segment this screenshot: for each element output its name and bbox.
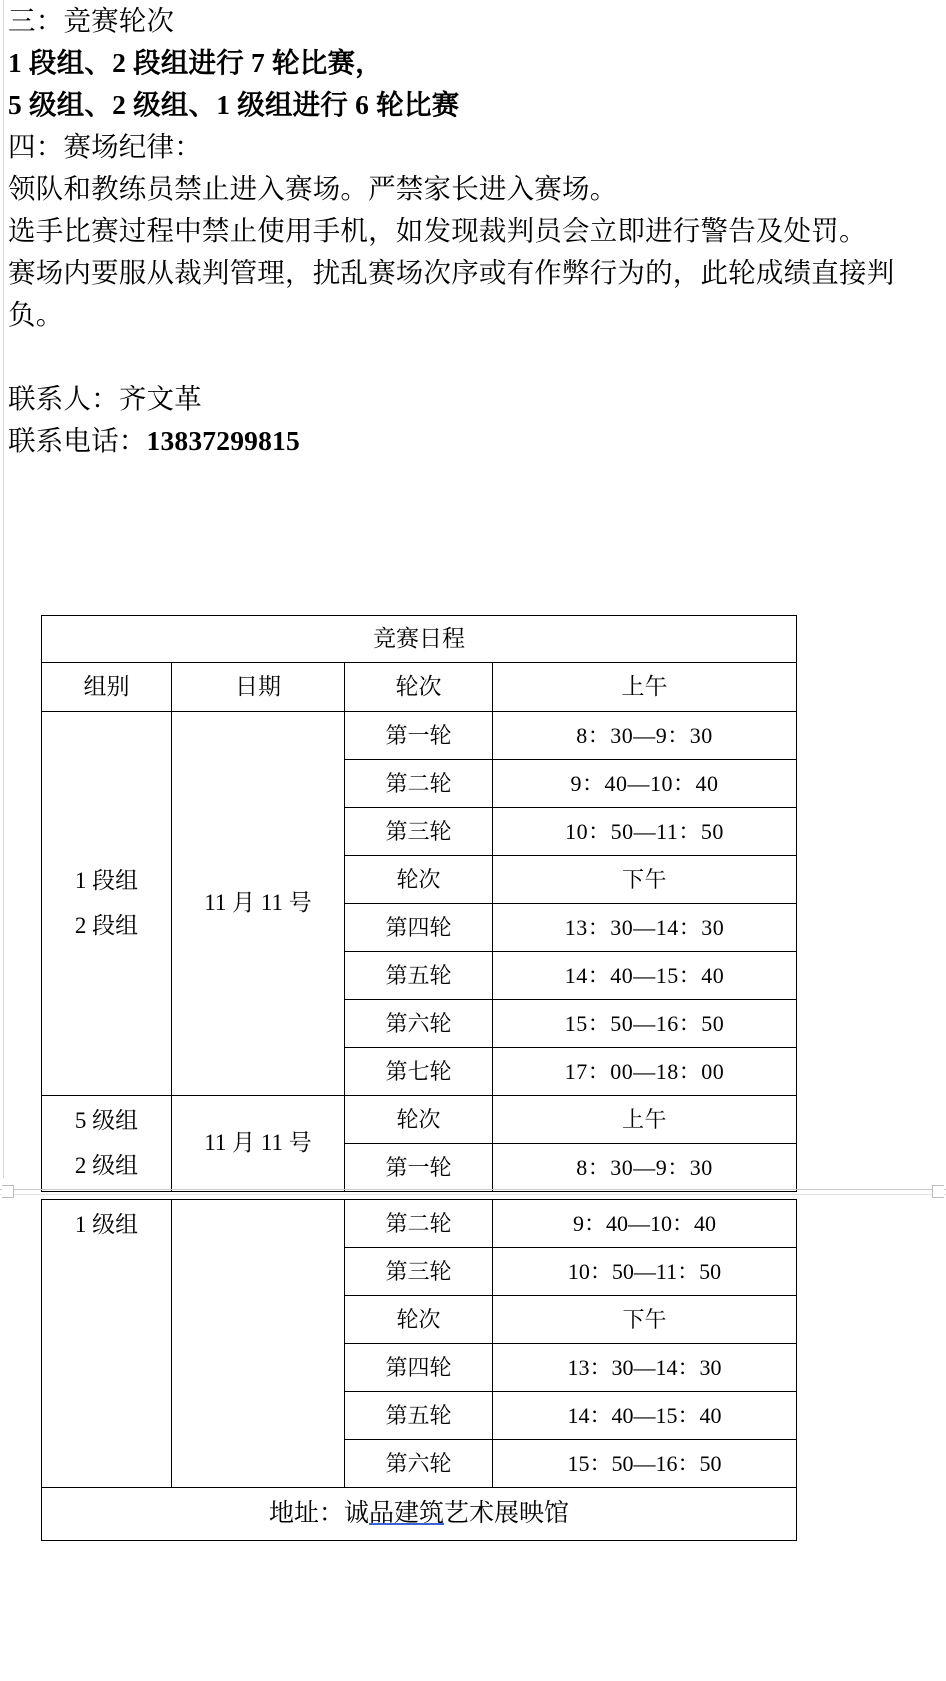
table-row [42,1200,797,1248]
round-cell: 第七轮 [345,1048,493,1096]
round-cell: 第二轮 [345,760,493,808]
time-cell: 14：40—15：40 [493,1392,797,1440]
date-cell-section3 [172,1200,345,1488]
address-marked-text: 品建筑 [369,1500,445,1528]
time-cell: 13：30—14：30 [493,1344,797,1392]
address-pre-marked: 诚 [343,1500,369,1528]
page-break-marker-left [2,1185,14,1198]
table-row-header [42,663,797,712]
morning-subheader-cell: 上午 [493,1096,797,1144]
time-cell: 8：30—9：30 [493,1144,797,1192]
page-break-indicator [0,1185,946,1199]
time-cell: 13：30—14：30 [493,904,797,952]
date-cell-section2: 11 月 11 号 [172,1096,345,1192]
page-break-line-top [0,1189,946,1190]
round-cell: 第四轮 [345,1344,493,1392]
time-cell: 15：50—16：50 [493,1440,797,1488]
paragraph-rounds-ji: 5 级组、2 级组、1 级组进行 6 轮比赛 [8,89,460,120]
header-date: 日期 [172,663,345,712]
contact-person-label: 联系人： [8,383,119,414]
paragraph-discipline-3: 赛场内要服从裁判管理，扰乱赛场次序或有作弊行为的，此轮成绩直接判负。 [8,257,895,330]
time-cell: 10：50—11：50 [493,1248,797,1296]
address-cell [42,1488,797,1541]
time-cell: 9：40—10：40 [493,1200,797,1248]
round-cell: 第六轮 [345,1000,493,1048]
paragraph-heading-three: 三：竞赛轮次 [8,5,175,36]
paragraph-discipline-1: 领队和教练员禁止进入赛场。严禁家长进入赛场。 [8,173,618,204]
group-cell-section2 [42,1096,172,1192]
round-subheader-cell: 轮次 [345,1096,493,1144]
date-cell-section1: 11 月 11 号 [172,712,345,1096]
time-cell: 9：40—10：40 [493,760,797,808]
page-margin-rule [3,0,4,1178]
table-row [42,1096,797,1144]
contact-phone-number: 13837299815 [146,425,300,456]
group-label-line1: 1 段组 [74,867,139,893]
group-label-line2: 2 级组 [74,1152,139,1178]
group-label-line1: 1 级组 [74,1212,139,1237]
header-morning: 上午 [493,663,797,712]
table-row-title [42,616,797,663]
round-cell: 第四轮 [345,904,493,952]
table-title-cell: 竞赛日程 [42,616,797,663]
paragraph-rounds-duan: 1 段组、2 段组进行 7 轮比赛， [8,47,383,78]
round-cell: 第五轮 [345,1392,493,1440]
group-label-line2: 2 段组 [74,912,139,938]
round-subheader-cell: 轮次 [345,856,493,904]
paragraph-spacer [8,336,938,378]
paragraph-discipline-2: 选手比赛过程中禁止使用手机，如发现裁判员会立即进行警告及处罚。 [8,215,867,246]
table-row [42,712,797,760]
table-row-address [42,1488,797,1541]
page-break-marker-right [932,1185,944,1198]
contact-person-line [8,378,938,420]
page-break-line-bottom [0,1194,946,1195]
time-cell: 14：40—15：40 [493,952,797,1000]
header-round: 轮次 [345,663,493,712]
competition-schedule-table [41,615,797,1192]
afternoon-subheader-cell: 下午 [493,1296,797,1344]
afternoon-subheader-cell: 下午 [493,856,797,904]
time-cell: 15：50—16：50 [493,1000,797,1048]
round-subheader-cell: 轮次 [345,1296,493,1344]
round-cell: 第六轮 [345,1440,493,1488]
contact-phone-line [8,420,938,462]
competition-schedule-table-continued [41,1199,797,1541]
time-cell: 8：30—9：30 [493,712,797,760]
round-cell: 第三轮 [345,1248,493,1296]
header-group: 组别 [42,663,172,712]
round-cell: 第一轮 [345,1144,493,1192]
contact-phone-label: 联系电话： [8,425,147,456]
address-suffix: 艺术展映馆 [444,1500,570,1528]
group-cell-section3 [42,1200,172,1488]
round-cell: 第三轮 [345,808,493,856]
group-cell-section1 [42,712,172,1096]
contact-person-name: 齐文革 [118,383,202,414]
round-cell: 第五轮 [345,952,493,1000]
group-label-line1: 5 级组 [74,1107,139,1133]
time-cell: 17：00—18：00 [493,1048,797,1096]
round-cell: 第二轮 [345,1200,493,1248]
paragraph-heading-four: 四：赛场纪律： [8,131,202,162]
time-cell: 10：50—11：50 [493,808,797,856]
round-cell: 第一轮 [345,712,493,760]
document-text-body [8,0,938,462]
address-prefix: 地址： [268,1500,344,1528]
